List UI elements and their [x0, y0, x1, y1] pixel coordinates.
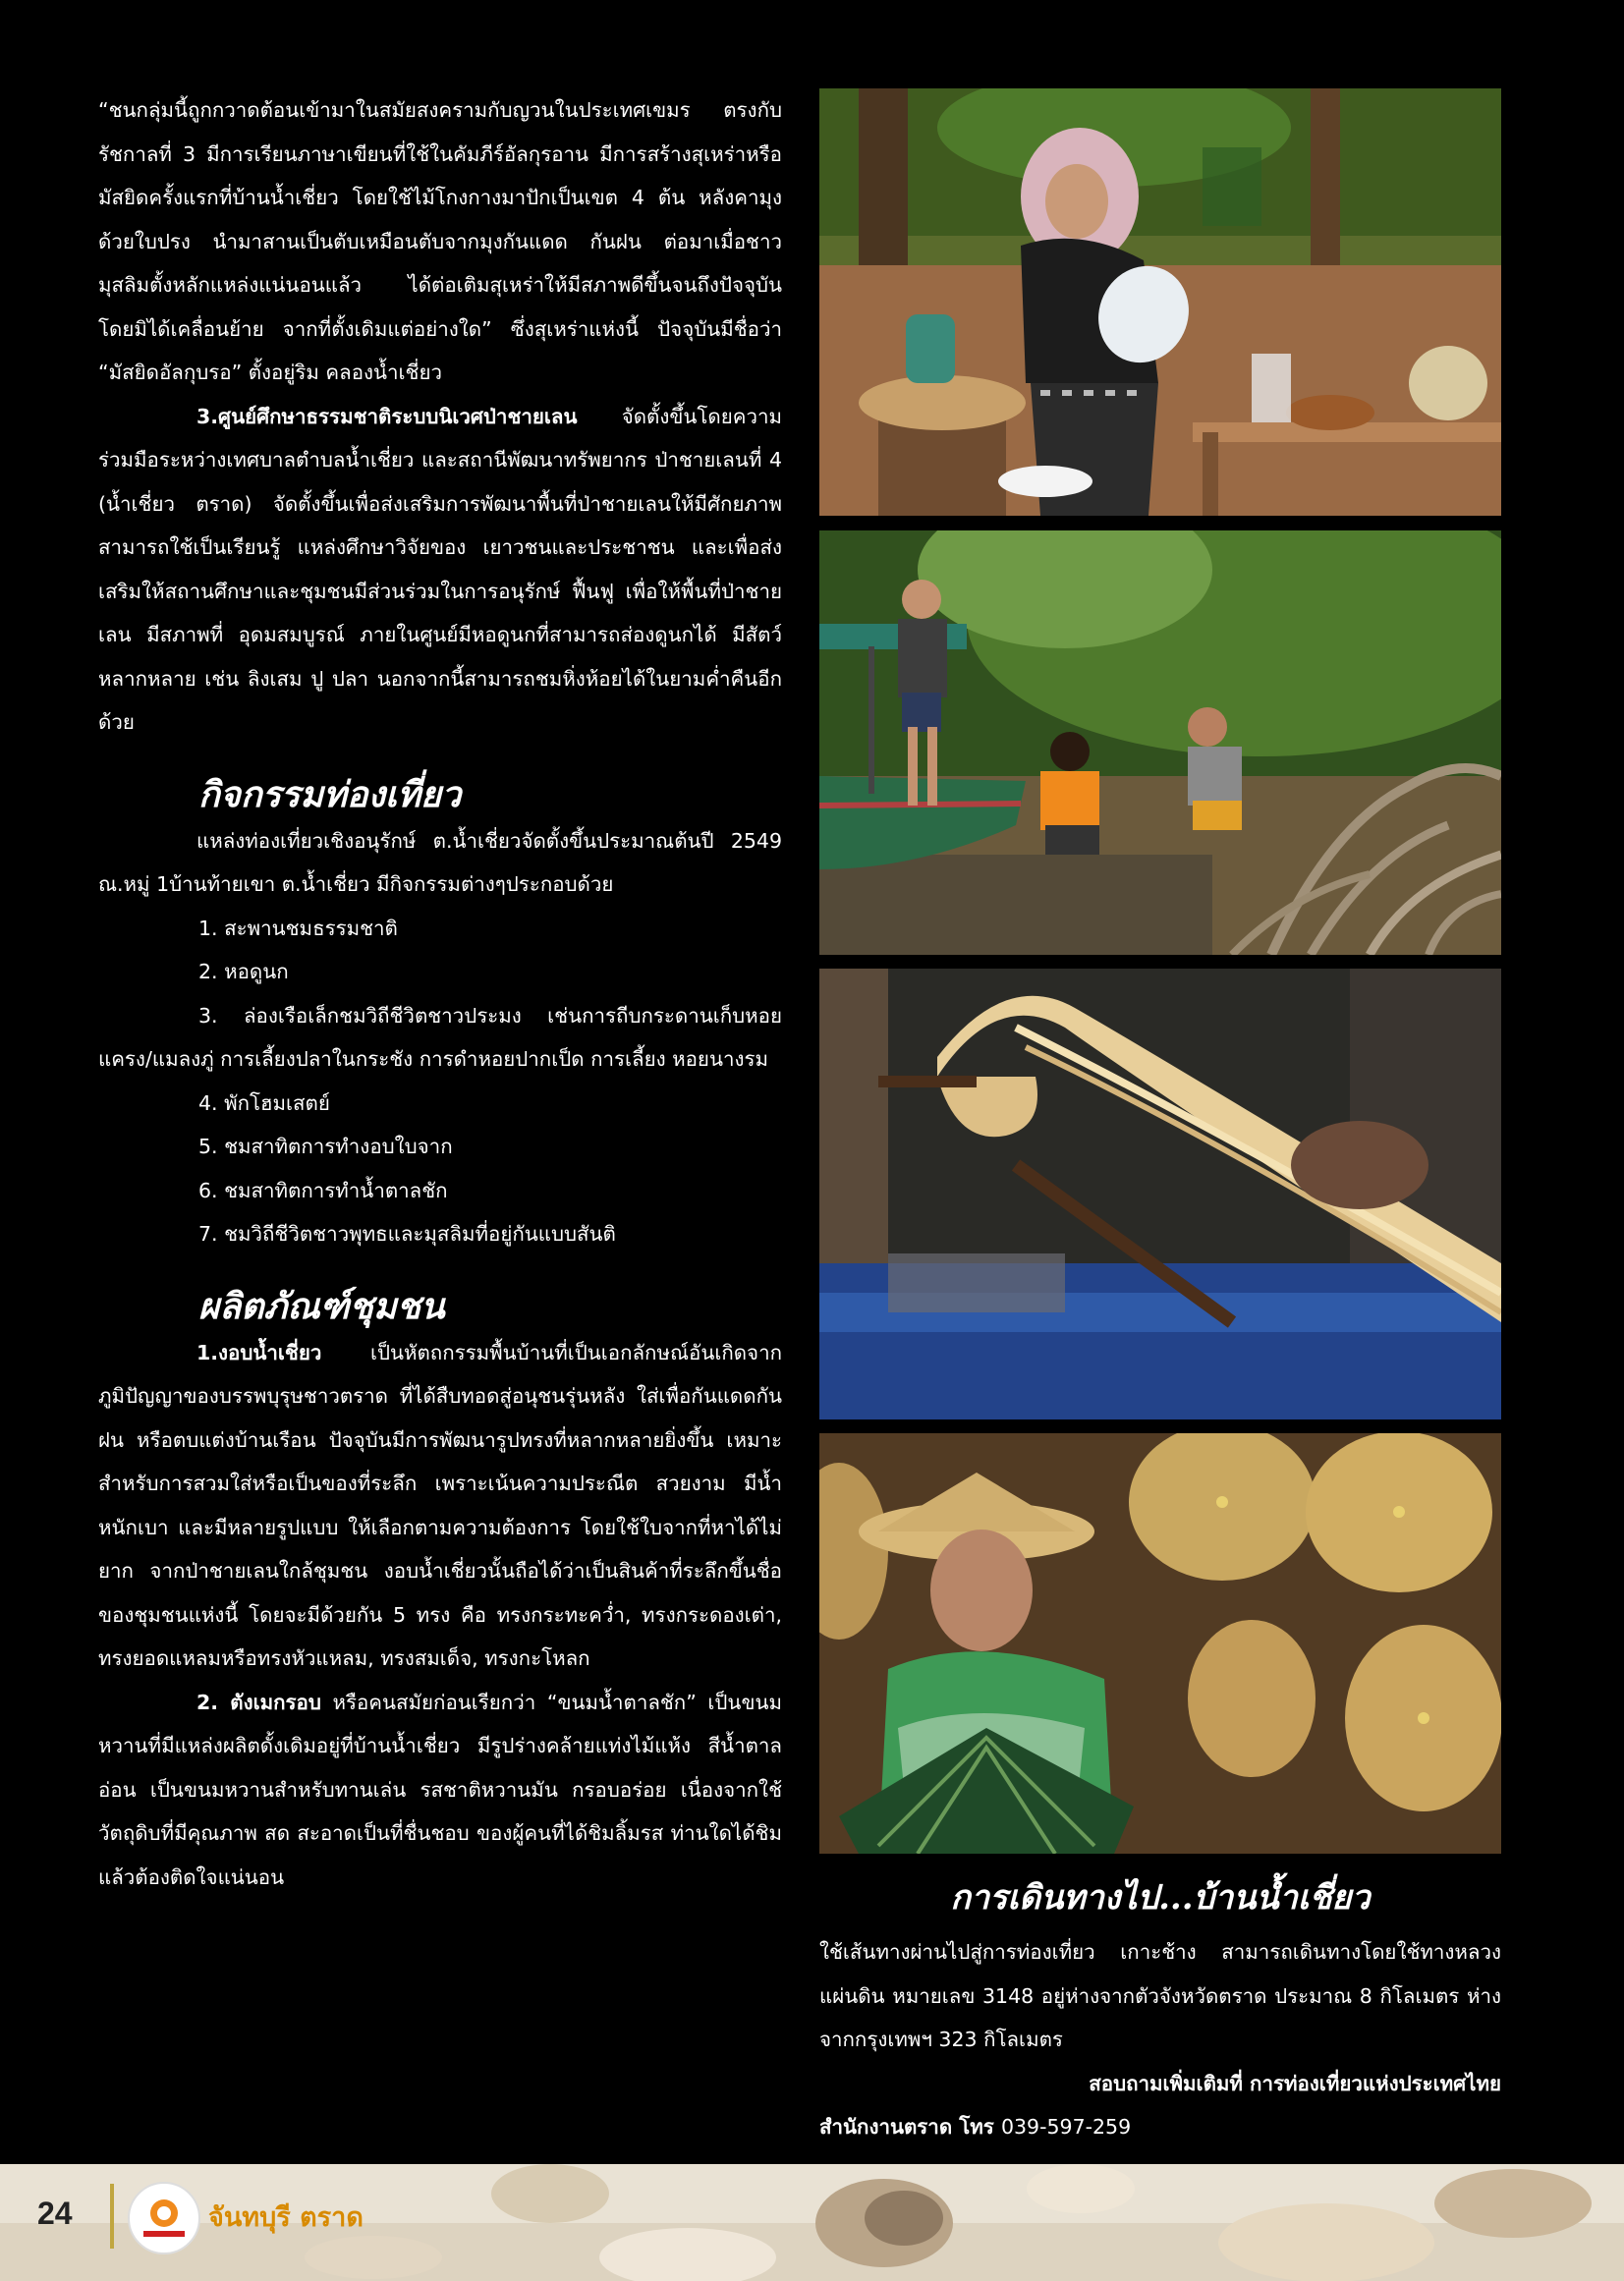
photo-elder-weaving-hats	[819, 1433, 1501, 1854]
contact-line-2	[819, 2105, 1501, 2149]
product-candy-title: 2. ตังเมกรอบ	[196, 1690, 321, 1714]
activity-item: 7. ชมวิถีชีวิตชาวพุทธและมุสลิมที่อยู่กันแบบสันติ	[198, 1222, 616, 1246]
magazine-name: จันทบุรี ตราด	[208, 2202, 364, 2233]
intro-paragraph: “ชนกลุ่มนี้ถูกกวาดต้อนเข้ามาในสมัยสงครามกับญวนในประเทศเขมร ตรงกับรัชกาลที่ 3 มีการเรียนภาษาเขียนที่ใช้ในคัมภีร์อัลกุรอาน มีการสร้างสุเหร่าหรือมัสยิดครั้งแรกที่บ้านน้ำเชี่ยว โดยใช้ไม้โกงกางมาปักเป็นเขต 4 ต้น หลังคามุงด้วยใบปรง นำมาสานเป็นตับเหมือนตับจากมุงกันแดด กันฝน ต่อมาเมื่อชาวมุสลิมตั้งหลักแหล่งแน่นอนแล้ว ได้ต่อเติมสุเหร่าให้มีสภาพดีขึ้นจนถึงปัจจุบัน โดยมิได้เคลื่อนย้าย จากที่ตั้งเดิมแต่อย่างใด” ซึ่งสุเหร่าแห่งนี้ ปัจจุบันมีชื่อว่า “มัสยิดอัลกุบรอ” ตั้งอยู่ริม คลองน้ำเชี่ยว	[98, 98, 782, 384]
product-hat-paragraph	[98, 1331, 782, 1681]
page-number: 24	[37, 2196, 73, 2231]
activity-item: 4. พักโฮมเสตย์	[198, 1090, 330, 1115]
activity-item: 5. ชมสาทิตการทำงอบใบจาก	[198, 1135, 453, 1158]
activity-item: 2. หอดูนก	[198, 960, 289, 983]
activities-heading: กิจกรรมท่องเที่ยว	[198, 773, 462, 815]
contact-line-1: สอบถามเพิ่มเติมที่ การท่องเที่ยวแห่งประเทศไทย	[1089, 2071, 1501, 2095]
activities-intro: แหล่งท่องเที่ยวเชิงอนุรักษ์ ต.น้ำเชี่ยวจัดตั้งขึ้นประมาณต้นปี 2549 ณ.หมู่ 1บ้านท้ายเขา ต.น้ำเชี่ยว มีกิจกรรมต่างๆประกอบด้วย	[98, 828, 782, 896]
activity-item: 3. ล่องเรือเล็กชมวิถีชีวิตชาวประมง เช่นการถีบกระดานเก็บหอยแครง/แมลงภู่ การเลี้ยงปลาในกระชัง การดำหอยปากเป็ด การเลี้ยง หอยนางรม	[98, 1003, 782, 1071]
products-heading: ผลิตภัณฑ์ชุมชน	[198, 1285, 445, 1327]
travel-info-column	[819, 1871, 1501, 2149]
magazine-logo-icon	[128, 2182, 200, 2254]
contact-phone: 039-597-259	[1000, 2115, 1132, 2139]
mangrove-center-paragraph	[98, 395, 782, 745]
contact-office: สำนักงานตราด โทร	[819, 2115, 994, 2139]
activity-item: 1. สะพานชมธรรมชาติ	[198, 916, 398, 940]
photo-mangrove-shore-people	[819, 530, 1501, 955]
product-candy-body: หรือคนสมัยก่อนเรียกว่า “ขนมน้ำตาลชัก” เป็นขนมหวานที่มีแหล่งผลิตดั้งเดิมอยู่ที่บ้านน้ำเชี่ยว มีรูปร่างคล้ายแท่งไม้แห้ง สีน้ำตาลอ่อน เป็นขนมหวานสำหรับทานเล่น รสชาติหวานมัน กรอบอร่อย เนื่องจากใช้วัตถุดิบที่มีคุณภาพ สด สะอาดเป็นที่ชื่นชอบ ของผู้คนที่ได้ชิมลิ้มรส ท่านใดได้ชิมแล้วต้องติดใจแน่นอน	[98, 1690, 782, 1889]
product-candy-paragraph	[98, 1681, 782, 1900]
product-hat-title: 1.งอบน้ำเชี่ยว	[196, 1340, 322, 1364]
photo-pulled-sugar-candy	[819, 969, 1501, 1419]
page-footer	[0, 2164, 1624, 2281]
product-hat-body: เป็นหัตถกรรมพื้นบ้านที่เป็นเอกลักษณ์อันเกิดจากภูมิปัญญาของบรรพบุรุษชาวตราด ที่ได้สืบทอดสู่อนุชนรุ่นหลัง ใส่เพื่อกันแดดกันฝน หรือตบแต่งบ้านเรือน ปัจจุบันมีการพัฒนารูปทรงที่หลากหลายยิ่งขึ้น เหมาะสำหรับการสวมใส่หรือเป็นของที่ระลึก เพราะเน้นความประณีต สวยงาม มีน้ำหนักเบา และมีหลายรูปแบบ ให้เลือกตามความต้องการ โดยใช้ใบจากที่หาได้ไม่ยาก จากป่าชายเลนใกล้ชุมชน งอบน้ำเชี่ยวนั้นถือได้ว่าเป็นสินค้าที่ระลึกขึ้นชื่อของชุมชนแห่งนี้ โดยจะมีด้วยกัน 5 ทรง คือ ทรงกระทะคว่ำ, ทรงกระดองเต่า, ทรงยอดแหลมหรือทรงหัวแหลม, ทรงสมเด็จ, ทรงกะโหลก	[98, 1340, 782, 1670]
mangrove-center-title: 3.ศูนย์ศึกษาธรรมชาติระบบนิเวศป่าชายเลน	[196, 404, 578, 428]
travel-heading: การเดินทางไป...บ้านน้ำเชี่ยว	[950, 1878, 1371, 1918]
activity-item: 6. ชมสาทิตการทำน้ำตาลชัก	[198, 1178, 448, 1202]
left-text-column	[98, 88, 782, 1899]
photo-woman-making-dessert	[819, 88, 1501, 516]
footer-divider	[110, 2184, 114, 2249]
travel-body: ใช้เส้นทางผ่านไปสู่การท่องเที่ยว เกาะช้าง สามารถเดินทางโดยใช้ทางหลวงแผ่นดิน หมายเลข 3148 อยู่ห่างจากตัวจังหวัดตราด ประมาณ 8 กิโลเมตร ห่างจากกรุงเทพฯ 323 กิโลเมตร	[819, 1940, 1501, 2051]
mangrove-center-body: จัดตั้งขึ้นโดยความร่วมมือระหว่างเทศบาลตำบลน้ำเชี่ยว และสถานีพัฒนาทรัพยากร ป่าชายเลนที่ 4 (น้ำเชี่ยว ตราด) จัดตั้งขึ้นเพื่อส่งเสริมการพัฒนาพื้นที่ป่าชายเลนให้มีศักยภาพ สามารถใช้เป็นเรียนรู้ แหล่งศึกษาวิจัยของ เยาวชนและประชาชน และเพื่อส่งเสริมให้สถานศึกษาและชุมชนมีส่วนร่วมในการอนุรักษ์ ฟื้นฟู เพื่อให้พื้นที่ป่าชายเลน มีสภาพที่ อุดมสมบูรณ์ ภายในศูนย์มีหอดูนกที่สามารถส่องดูนกได้ มีสัตว์หลากหลาย เช่น ลิงเสม ปู ปลา นอกจากนี้สามารถชมหิ่งห้อยได้ในยามค่ำคืนอีกด้วย	[98, 404, 782, 734]
